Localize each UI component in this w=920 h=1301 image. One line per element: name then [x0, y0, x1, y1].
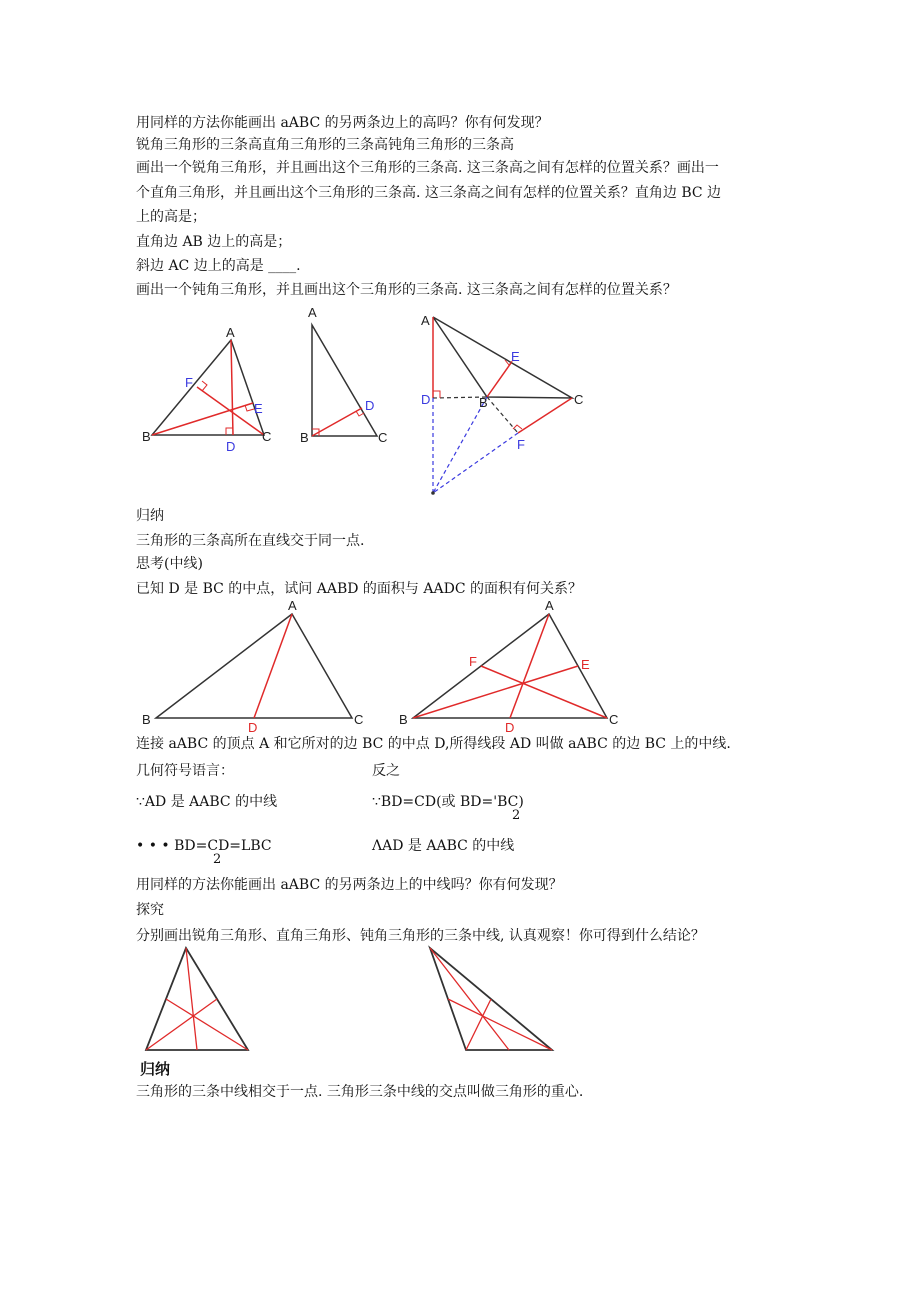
explore-heading: 探究	[136, 902, 164, 918]
right-angle-mark	[433, 391, 440, 398]
midpoint-label: D	[248, 720, 258, 735]
vertex-label: C	[354, 712, 364, 727]
altitude-conclusion: 三角形的三条高所在直线交于同一点.	[136, 533, 365, 549]
fraction-denominator: 2	[213, 852, 222, 867]
extension-line	[433, 397, 487, 493]
vertex-label: A	[545, 598, 554, 613]
altitude-line	[518, 398, 572, 433]
midpoint-label: D	[505, 720, 515, 735]
paragraph-line: 画出一个钝角三角形，并且画出这个三角形的三条高. 这三条高之间有怎样的位置关系？	[136, 282, 677, 298]
explore-instruction: 分别画出锐角三角形、直角三角形、钝角三角形的三条中线, 认真观察！你可得到什么结论？	[136, 928, 705, 944]
vertex-label: C	[609, 712, 619, 727]
acute-triangle-altitudes-figure	[140, 325, 290, 455]
vertex-label: B	[142, 712, 151, 727]
median-line	[481, 666, 607, 718]
intersection-point	[431, 491, 435, 495]
question-other-altitudes: 用同样的方法你能画出 aABC 的另两条边上的高吗？你有何发现？	[136, 115, 549, 131]
foot-label: D	[226, 439, 236, 454]
median-ad-figure	[138, 596, 373, 736]
symbolic-line: ∵AD 是 AABC 的中线	[136, 794, 278, 810]
symbolic-line: • • • BD=CD=LBC	[136, 838, 272, 854]
triangle-outline	[146, 948, 248, 1050]
extension-line	[487, 397, 518, 433]
obtuse-triangle-altitudes-figure	[415, 305, 595, 505]
three-medians-figure	[395, 596, 630, 736]
paragraph-line: 斜边 AC 边上的高是 ____.	[136, 258, 301, 274]
summary-heading-bold: 归纳	[140, 1060, 171, 1078]
median-question: 已知 D 是 BC 的中点，试问 AABD 的面积与 AADC 的面积有何关系？	[136, 581, 582, 597]
midpoint-label: F	[469, 654, 477, 669]
fraction-denominator: 2	[512, 808, 521, 823]
triangle-outline	[433, 317, 572, 398]
foot-label: F	[517, 437, 525, 452]
acute-triangle-medians-figure	[140, 942, 260, 1057]
triangle-outline	[156, 614, 352, 718]
vertex-label: C	[378, 430, 388, 445]
centroid-conclusion: 三角形的三条中线相交于一点. 三角形三条中线的交点叫做三角形的重心.	[136, 1084, 584, 1100]
vertex-label: A	[226, 325, 235, 340]
symbolic-line: ∵BD=CD(或 BD='BC)	[372, 794, 524, 810]
altitude-line	[231, 340, 233, 435]
median-line	[430, 948, 509, 1050]
midpoint-label: E	[581, 657, 590, 672]
altitude-line	[152, 403, 253, 435]
paragraph-line: 上的高是；	[136, 209, 206, 225]
vertex-label: B	[142, 429, 151, 444]
paragraph-line: 画出一个锐角三角形，并且画出这个三角形的三条高. 这三条高之间有怎样的位置关系？画出一	[136, 160, 719, 176]
foot-label: E	[511, 349, 520, 364]
summary-heading: 归纳	[136, 508, 164, 524]
right-angle-mark	[226, 428, 233, 435]
obtuse-triangle-medians-figure	[422, 942, 562, 1057]
converse-label: 反之	[372, 763, 400, 779]
symbolic-line: ΛAD 是 AABC 的中线	[372, 838, 515, 854]
paragraph-line: 直角边 AB 边上的高是；	[136, 234, 292, 250]
triangle-outline	[152, 340, 264, 435]
right-triangle-altitudes-figure	[300, 305, 400, 450]
altitude-line	[487, 363, 511, 397]
vertex-label: B	[399, 712, 408, 727]
triangle-outline	[312, 325, 377, 436]
median-question-2: 用同样的方法你能画出 aABC 的另两条边上的中线吗？你有何发现？	[136, 877, 563, 893]
extension-line	[433, 433, 518, 493]
median-line	[254, 614, 292, 718]
vertex-label: A	[308, 305, 317, 320]
foot-label: F	[185, 375, 193, 390]
altitude-types-heading: 锐角三角形的三条高直角三角形的三条高钝角三角形的三条高	[136, 137, 514, 153]
vertex-label: A	[288, 598, 297, 613]
right-angle-mark	[245, 405, 254, 411]
vertex-label: B	[300, 430, 309, 445]
paragraph-line: 个直角三角形，并且画出这个三角形的三条高. 这三条高之间有怎样的位置关系？直角边 BC 边	[136, 185, 722, 201]
foot-label: E	[254, 401, 263, 416]
foot-label: D	[421, 392, 431, 407]
symbolic-language-label: 几何符号语言：	[136, 763, 234, 779]
median-definition: 连接 aABC 的顶点 A 和它所对的边 BC 的中点 D,所得线段 AD 叫做 aABC 的边 BC 上的中线.	[136, 736, 731, 752]
vertex-label: A	[421, 313, 430, 328]
foot-label: D	[365, 398, 375, 413]
vertex-label: B	[479, 395, 488, 410]
right-angle-mark	[513, 425, 522, 429]
right-angle-mark	[202, 381, 207, 391]
vertex-label: C	[262, 429, 272, 444]
median-line	[466, 999, 491, 1050]
think-heading: 思考(中线)	[136, 556, 203, 572]
vertex-label: C	[574, 392, 584, 407]
median-line	[413, 666, 578, 718]
